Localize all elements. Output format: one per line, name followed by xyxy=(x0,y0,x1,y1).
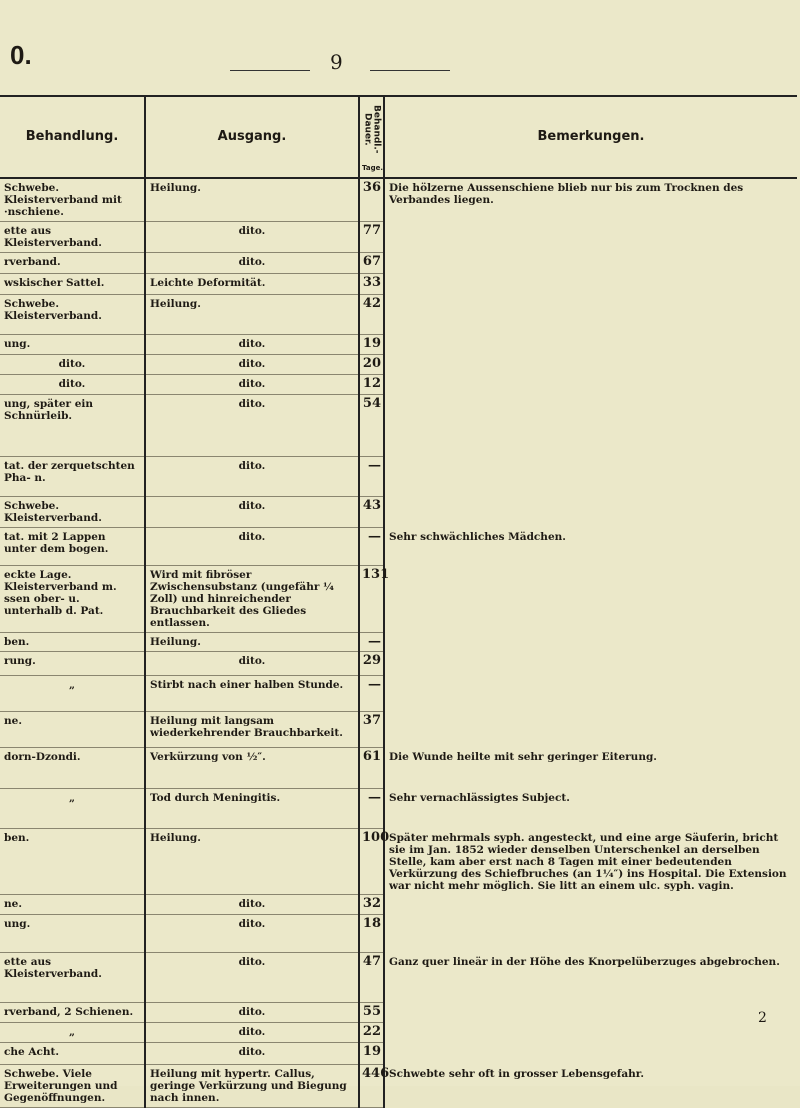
header-duration-label: Behandl.-Dauer. xyxy=(362,104,382,154)
duration-cell: — xyxy=(359,789,384,829)
table-row xyxy=(0,355,797,375)
duration-cell: 67 xyxy=(359,253,384,274)
header-duration-unit: Tage. xyxy=(362,164,384,172)
outcome-cell: dito. xyxy=(145,395,359,457)
duration-cell: — xyxy=(359,457,384,497)
treatment-cell: tat. der zerquetschten Pha- n. xyxy=(0,457,145,497)
treatment-cell: ung. xyxy=(0,915,145,953)
table-row xyxy=(0,829,797,895)
table-row xyxy=(0,178,797,222)
remark-cell xyxy=(384,395,797,457)
remark-cell xyxy=(384,335,797,355)
remark-cell xyxy=(384,253,797,274)
treatment-cell: dito. xyxy=(0,355,145,375)
treatment-cell: Schwebe. Kleisterverband. xyxy=(0,295,145,335)
outcome-cell: dito. xyxy=(145,355,359,375)
table-row xyxy=(0,915,797,953)
treatment-table xyxy=(0,95,797,1108)
table-row xyxy=(0,1023,797,1043)
duration-cell: 22 xyxy=(359,1023,384,1043)
remark-cell xyxy=(384,497,797,528)
table-row xyxy=(0,652,797,676)
remark-cell xyxy=(384,295,797,335)
duration-cell: 37 xyxy=(359,712,384,748)
header-duration xyxy=(359,96,384,178)
treatment-cell: ung, später ein Schnürleib. xyxy=(0,395,145,457)
table-row xyxy=(0,676,797,712)
header-treatment: Behandlung. xyxy=(0,96,145,178)
outcome-cell: Verkürzung von ½″. xyxy=(145,748,359,789)
remark-cell: Schwebte sehr oft in grosser Lebensgefahr. xyxy=(389,1067,644,1080)
duration-cell: 19 xyxy=(359,335,384,355)
table-row xyxy=(0,253,797,274)
remark-cell xyxy=(384,1043,797,1065)
duration-cell: 36 xyxy=(359,178,384,222)
duration-cell: 33 xyxy=(359,274,384,295)
remark-cell xyxy=(384,375,797,395)
treatment-cell: ben. xyxy=(0,633,145,652)
treatment-cell: „ xyxy=(0,676,145,712)
outcome-cell: dito. xyxy=(145,953,359,1003)
treatment-cell: „ xyxy=(0,1023,145,1043)
treatment-cell: Schwebe. Kleisterverband mit ·nschiene. xyxy=(0,178,145,222)
outcome-cell: Wird mit fibröser Zwischensubstanz (ungefähr ¼ Zoll) und hinreichender Brauchbarkeit des Gliedes entlassen. xyxy=(145,566,359,633)
table-row xyxy=(0,895,797,915)
outcome-cell: dito. xyxy=(145,375,359,395)
outcome-cell: dito. xyxy=(145,457,359,497)
remark-cell: Die Wunde heilte mit sehr geringer Eiterung. xyxy=(389,750,657,763)
treatment-cell: eckte Lage. Kleisterverband m. ssen ober- u. unterhalb d. Pat. xyxy=(0,566,145,633)
duration-cell: 42 xyxy=(359,295,384,335)
remark-cell xyxy=(384,1023,797,1043)
treatment-cell: ette aus Kleisterverband. xyxy=(0,222,145,253)
outcome-cell: dito. xyxy=(145,1003,359,1023)
outcome-cell: dito. xyxy=(145,335,359,355)
treatment-cell: dito. xyxy=(0,375,145,395)
table-row xyxy=(0,1003,797,1023)
treatment-cell: Schwebe. Kleisterverband. xyxy=(0,497,145,528)
header-outcome: Ausgang. xyxy=(145,96,359,178)
outcome-cell: dito. xyxy=(145,915,359,953)
treatment-cell: dorn-Dzondi. xyxy=(0,748,145,789)
outcome-cell: Stirbt nach einer halben Stunde. xyxy=(145,676,359,712)
table-row xyxy=(0,497,797,528)
table-row xyxy=(0,528,797,566)
table-row xyxy=(0,953,797,1003)
remark-cell: Die hölzerne Aussenschiene blieb nur bis zum Trocknen des Verbandes liegen. xyxy=(389,182,744,206)
duration-cell: 55 xyxy=(359,1003,384,1023)
treatment-cell: Schwebe. Viele Erweiterungen und Gegenöffnungen. xyxy=(0,1065,145,1108)
duration-cell: 77 xyxy=(359,222,384,253)
table-row xyxy=(0,274,797,295)
page-number: 9 xyxy=(330,50,343,74)
treatment-cell: ette aus Kleisterverband. xyxy=(0,953,145,1003)
remark-cell xyxy=(384,457,797,497)
treatment-cell: tat. mit 2 Lappen unter dem bogen. xyxy=(0,528,145,566)
remark-cell xyxy=(384,712,797,748)
remark-cell: Ganz quer lineär in der Höhe des Knorpelüberzuges abgebrochen. xyxy=(389,955,780,968)
outcome-cell: dito. xyxy=(145,1043,359,1065)
treatment-cell: rverband, 2 Schienen. xyxy=(0,1003,145,1023)
duration-cell: 20 xyxy=(359,355,384,375)
outcome-cell: Heilung. xyxy=(145,829,359,895)
table-row xyxy=(0,789,797,829)
duration-cell: 446 xyxy=(359,1065,384,1108)
corner-mark: 0. xyxy=(10,40,32,70)
table-row xyxy=(0,295,797,335)
duration-cell: — xyxy=(359,528,384,566)
remark-cell: Sehr vernachlässigtes Subject. xyxy=(389,791,570,804)
treatment-cell: ne. xyxy=(0,895,145,915)
remark-cell xyxy=(384,915,797,953)
outcome-cell: dito. xyxy=(145,1023,359,1043)
duration-cell: 43 xyxy=(359,497,384,528)
treatment-cell: wskischer Sattel. xyxy=(0,274,145,295)
table-row xyxy=(0,335,797,355)
duration-cell: 18 xyxy=(359,915,384,953)
duration-cell: 47 xyxy=(359,953,384,1003)
table-row xyxy=(0,395,797,457)
treatment-cell: che Acht. xyxy=(0,1043,145,1065)
treatment-cell: rung. xyxy=(0,652,145,676)
remark-cell xyxy=(384,652,797,676)
table-row xyxy=(0,375,797,395)
table-row xyxy=(0,222,797,253)
remark-cell: Später mehrmals syph. angesteckt, und eine arge Säuferin, bricht sie im Jan. 1852 wieder denselben Unterschenkel an derselben Stelle, kam aber erst nach 8 Tagen mit einer bedeutenden Verkürzung des Schiefbruches (an 1¼″) ins Hospital. Die Extension war nicht mehr möglich. Sie litt an einem ulc. syph. vagin. xyxy=(389,831,787,892)
remark-cell xyxy=(384,676,797,712)
treatment-cell: ne. xyxy=(0,712,145,748)
remark-cell xyxy=(384,1003,797,1023)
duration-cell: — xyxy=(359,676,384,712)
outcome-cell: dito. xyxy=(145,497,359,528)
treatment-cell: rverband. xyxy=(0,253,145,274)
outcome-cell: Heilung mit langsam wiederkehrender Brauchbarkeit. xyxy=(145,712,359,748)
table-row xyxy=(0,566,797,633)
table-row xyxy=(0,633,797,652)
remark-cell: Sehr schwächliches Mädchen. xyxy=(389,530,566,543)
outcome-cell: Heilung. xyxy=(145,633,359,652)
table-row xyxy=(0,1043,797,1065)
outcome-cell: dito. xyxy=(145,253,359,274)
duration-cell: 29 xyxy=(359,652,384,676)
table-row xyxy=(0,457,797,497)
outcome-cell: Leichte Deformität. xyxy=(145,274,359,295)
header-rule-left xyxy=(230,70,310,71)
duration-cell: 100 xyxy=(359,829,384,895)
table-row xyxy=(0,748,797,789)
footer-page-number: 2 xyxy=(758,1010,767,1026)
remark-cell xyxy=(384,566,797,633)
remark-cell xyxy=(384,274,797,295)
remark-cell xyxy=(384,222,797,253)
outcome-cell: Tod durch Meningitis. xyxy=(145,789,359,829)
outcome-cell: Heilung mit hypertr. Callus, geringe Verkürzung und Biegung nach innen. xyxy=(145,1065,359,1108)
table-row xyxy=(0,712,797,748)
outcome-cell: dito. xyxy=(145,528,359,566)
outcome-cell: dito. xyxy=(145,652,359,676)
duration-cell: 54 xyxy=(359,395,384,457)
outcome-cell: dito. xyxy=(145,222,359,253)
remark-cell xyxy=(384,633,797,652)
header-remarks: Bemerkungen. xyxy=(384,96,797,178)
treatment-cell: ung. xyxy=(0,335,145,355)
remark-cell xyxy=(384,895,797,915)
duration-cell: — xyxy=(359,633,384,652)
outcome-cell: dito. xyxy=(145,895,359,915)
duration-cell: 32 xyxy=(359,895,384,915)
duration-cell: 131 xyxy=(359,566,384,633)
duration-cell: 19 xyxy=(359,1043,384,1065)
treatment-cell: „ xyxy=(0,789,145,829)
treatment-cell: ben. xyxy=(0,829,145,895)
outcome-cell: Heilung. xyxy=(145,295,359,335)
outcome-cell: Heilung. xyxy=(145,178,359,222)
table-row xyxy=(0,1065,797,1108)
header-rule-right xyxy=(370,70,450,71)
duration-cell: 12 xyxy=(359,375,384,395)
remark-cell xyxy=(384,355,797,375)
duration-cell: 61 xyxy=(359,748,384,789)
